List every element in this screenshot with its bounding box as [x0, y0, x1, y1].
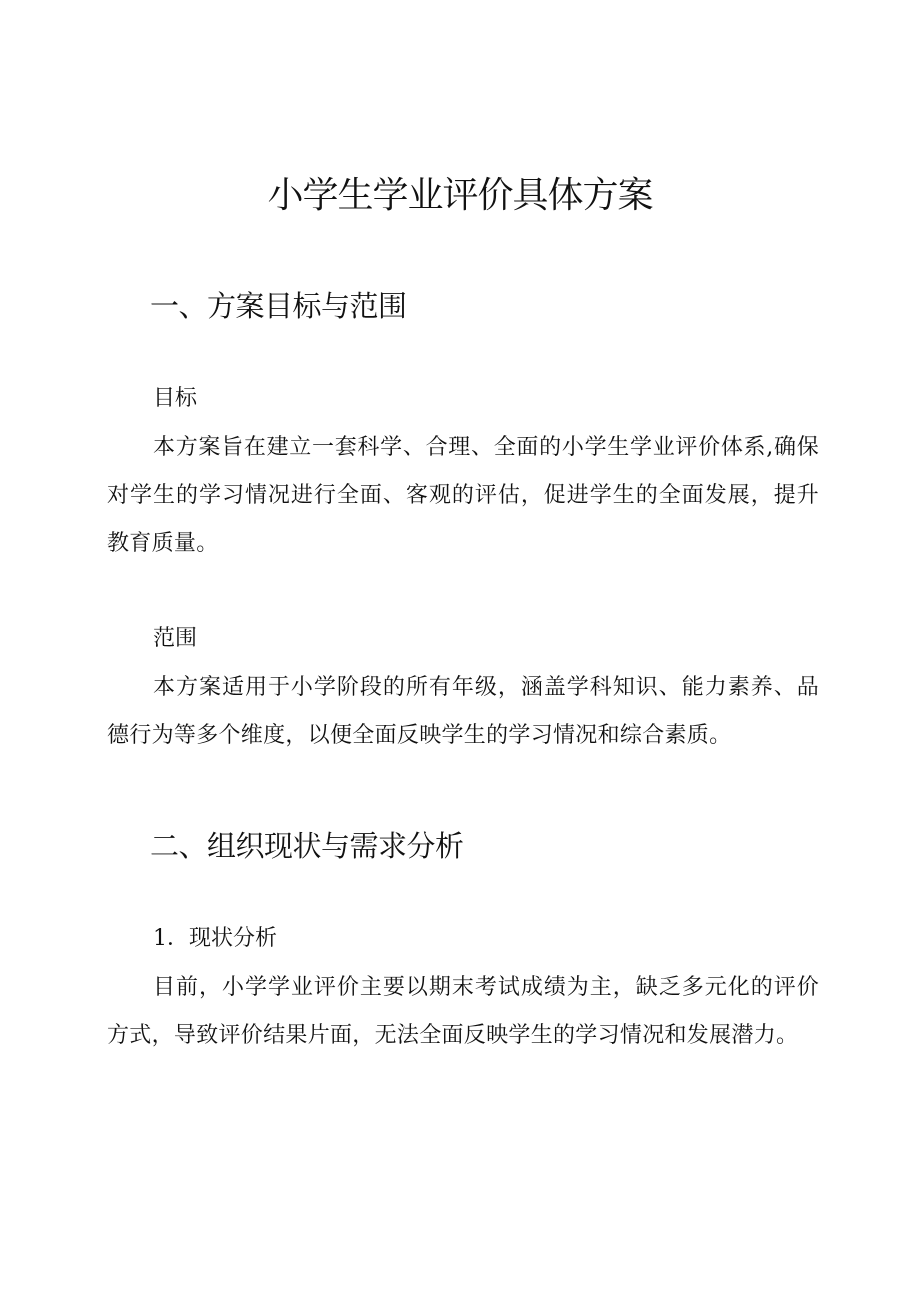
section-heading-goals-scope: 一、方案目标与范围: [150, 289, 407, 323]
subheading-goal: 目标: [153, 386, 198, 411]
document-title: 小学生学业评价具体方案: [267, 175, 653, 216]
subheading-scope: 范围: [153, 626, 198, 651]
section-heading-status-needs: 二、组织现状与需求分析: [150, 829, 464, 863]
paragraph-scope: 本方案适用于小学阶段的所有年级，涵盖学科知识、能力素养、品德行为等多个维度，以便全面反映学生的学习情况和综合素质。: [107, 675, 819, 748]
paragraph-goal: 本方案旨在建立一套科学、合理、全面的小学生学业评价体系,确保对学生的学习情况进行全面、客观的评估，促进学生的全面发展，提升教育质量。: [107, 435, 819, 556]
paragraph-status-analysis: 目前，小学学业评价主要以期末考试成绩为主，缺乏多元化的评价方式，导致评价结果片面，无法全面反映学生的学习情况和发展潜力。: [107, 975, 819, 1048]
subheading-status-analysis: 1．现状分析: [153, 926, 277, 951]
